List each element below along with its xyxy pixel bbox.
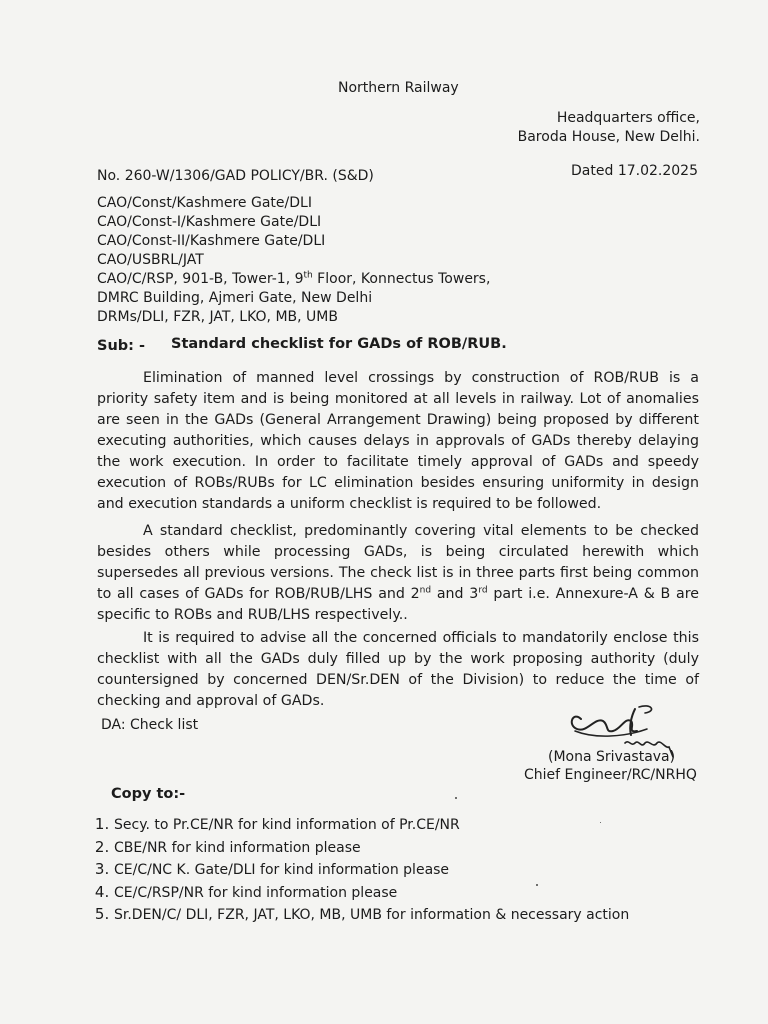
- enclosure-note: DA: Check list: [101, 717, 199, 733]
- list-item: 1. Secy. to Pr.CE/NR for kind information of Pr.CE/NR: [114, 814, 629, 837]
- org-name: Northern Railway: [338, 80, 459, 96]
- list-item: 3. CE/C/NC K. Gate/DLI for kind information please: [114, 859, 629, 882]
- letter-number: No. 260-W/1306/GAD POLICY/BR. (S&D): [97, 168, 374, 184]
- body-paragraph-3: It is required to advise all the concerned officials to mandatorily enclose this checklist with all the GADs duly filled up by the work proposing authority (duly countersigned by concerned DEN/Sr.DEN of the Division) to reduce the time of checking and approval of GADs.: [97, 630, 699, 709]
- recipient: DMRC Building, Ajmeri Gate, New Delhi: [97, 290, 373, 306]
- body-paragraph-1: Elimination of manned level crossings by construction of ROB/RUB is a priority safety item and is being monitored at all levels in railway. Lot of anomalies are seen in the GADs (General Arrangement Drawing) being proposed by different executing authorities, which causes delays in approvals of GADs thereby delaying the work execution. In order to facilitate timely approval of GADs and speedy execution of ROBs/RUBs for LC elimination besides ensuring uniformity in design and execution standards a uniform checklist is required to be followed.: [97, 370, 699, 512]
- scan-speck: [536, 884, 538, 886]
- list-item: 5. Sr.DEN/C/ DLI, FZR, JAT, LKO, MB, UMB for information & necessary action: [114, 904, 629, 927]
- scan-speck: [600, 822, 601, 823]
- recipient: CAO/USBRL/JAT: [97, 252, 204, 268]
- signatory-designation: Chief Engineer/RC/NRHQ: [524, 767, 697, 783]
- scan-speck: [455, 797, 457, 799]
- recipient: CAO/Const-II/Kashmere Gate/DLI: [97, 233, 326, 249]
- recipient: CAO/Const/Kashmere Gate/DLI: [97, 195, 312, 211]
- recipient: CAO/C/RSP, 901-B, Tower-1, 9th Floor, Konnectus Towers,: [97, 270, 491, 287]
- recipients-block: [97, 194, 490, 327]
- signatory-name: (Mona Srivastava): [548, 749, 676, 765]
- office-line-2: Baroda House, New Delhi.: [517, 129, 700, 145]
- letter-date: Dated 17.02.2025: [571, 163, 698, 179]
- body-paragraph-2: A standard checklist, predominantly covering vital elements to be checked besides others while processing GADs, is being circulated herewith which supersedes all previous versions. The check list is in three parts first being common to all cases of GADs for ROB/RUB/LHS and 2nd and 3rd part i.e. Annexure-A & B are specific to ROBs and RUB/LHS respectively..: [97, 523, 699, 623]
- list-item: 4. CE/C/RSP/NR for kind information please: [114, 882, 629, 905]
- copy-to-list: [78, 814, 629, 927]
- office-line-1: Headquarters office,: [556, 110, 700, 126]
- list-item: 2. CBE/NR for kind information please: [114, 837, 629, 860]
- subject-text: Standard checklist for GADs of ROB/RUB.: [171, 336, 507, 352]
- recipient: CAO/Const-I/Kashmere Gate/DLI: [97, 214, 322, 230]
- recipient: DRMs/DLI, FZR, JAT, LKO, MB, UMB: [97, 309, 338, 325]
- subject-label: Sub: -: [97, 338, 146, 354]
- copy-to-heading: Copy to:-: [111, 786, 186, 802]
